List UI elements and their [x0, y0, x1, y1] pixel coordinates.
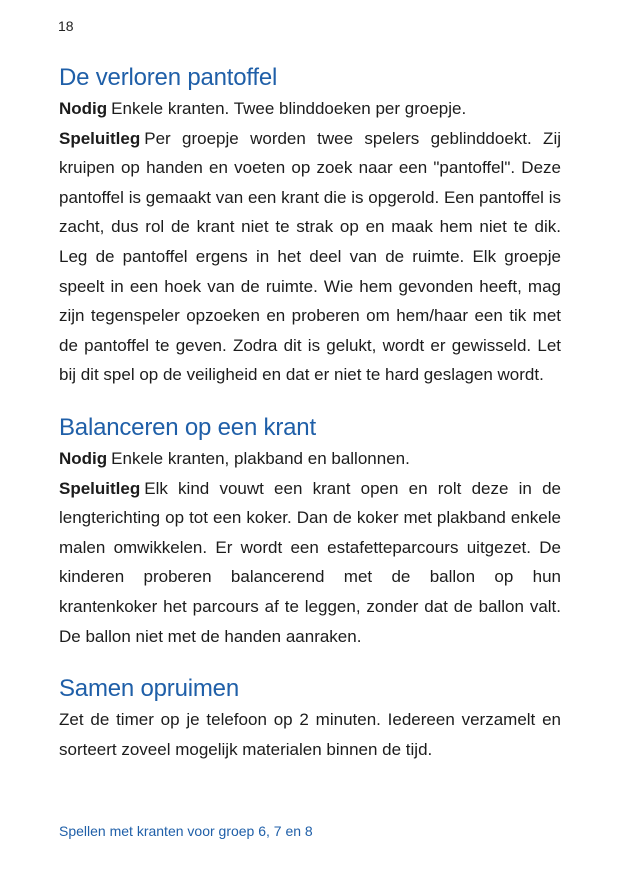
section-title: Samen opruimen: [59, 675, 239, 703]
footer-running-title: Spellen met kranten voor groep 6, 7 en 8: [59, 823, 313, 839]
nodig-paragraph: [59, 444, 561, 474]
speluitleg-paragraph: [59, 474, 561, 652]
nodig-text: Enkele kranten, plakband en ballonnen.: [111, 448, 410, 468]
section-balanceren-op-een-krant: [59, 412, 561, 651]
speluitleg-paragraph: [59, 124, 561, 390]
body-paragraph: Zet de timer op je telefoon op 2 minuten. Iedereen verzamelt en sorteert zoveel mogelijk materialen binnen de tijd.: [59, 710, 561, 759]
page-content: [59, 62, 561, 764]
section-title: De verloren pantoffel: [59, 64, 278, 91]
nodig-label: Nodig: [59, 448, 108, 468]
nodig-paragraph: [59, 94, 561, 124]
speluitleg-text: Elk kind vouwt een krant open en rolt deze in de lengterichting op tot een koker. Dan de koker met plakband enkele malen omwikkelen. Er wordt een estafetteparcours uitgezet. De kinderen proberen balancerend met de ballon op hun krantenkoker het parcours af te leggen, zonder dat de ballon valt. De ballon niet met de handen aanraken.: [59, 478, 561, 646]
page-number: 18: [58, 18, 74, 34]
nodig-label: Nodig: [59, 99, 108, 118]
section-title: Balanceren op een krant: [59, 413, 316, 441]
speluitleg-label: Speluitleg: [59, 128, 141, 148]
nodig-text: Enkele kranten. Twee blinddoeken per groepje.: [111, 99, 467, 118]
speluitleg-text: Per groepje worden twee spelers geblinddoekt. Zij kruipen op handen en voeten op zoek naar een "pantoffel". Deze pantoffel is gemaakt van een krant die is opgerold. Een pantoffel is zacht, dus rol de krant niet te strak op en maak hem niet te dik. Leg de pantoffel ergens in het deel van de ruimte. Elk groepje speelt in een hoek van de ruimte. Wie hem gevonden heeft, mag zijn tegenspeler opzoeken en proberen om hem/haar een tik met de pantoffel te geven. Zodra dit is gelukt, wordt er gewisseld. Let bij dit spel op de veiligheid en dat er niet te hard geslagen wordt.: [59, 128, 561, 385]
section-samen-opruimen: [59, 673, 561, 764]
section-de-verloren-pantoffel: [59, 62, 561, 390]
speluitleg-label: Speluitleg: [59, 478, 141, 498]
